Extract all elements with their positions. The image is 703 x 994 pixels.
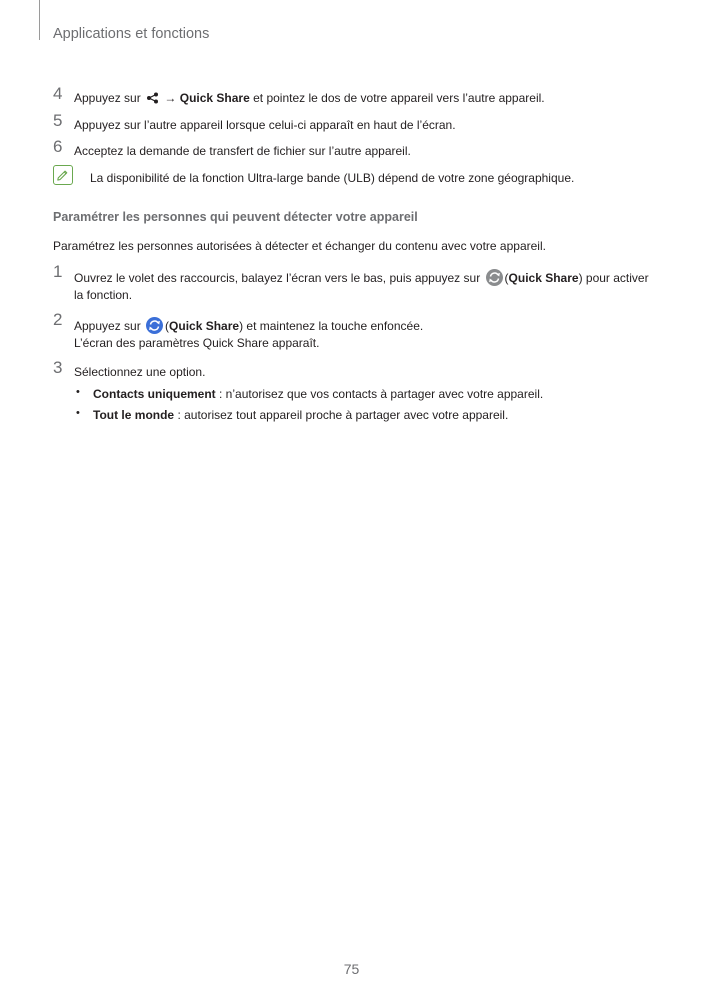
option-text <box>93 387 543 401</box>
step-text: Sélectionnez une option. <box>74 365 206 379</box>
paren: ( <box>165 319 170 333</box>
option-text <box>93 408 508 422</box>
step-number: 3 <box>53 358 63 377</box>
note-text: La disponibilité de la fonction Ultra-large bande (ULB) dépend de votre zone géographique. <box>90 171 575 185</box>
quick-share-label: Quick Share <box>508 271 579 285</box>
step-text-pre: Appuyez sur <box>74 91 141 105</box>
option-description: : n’autorisez que vos contacts à partager avec votre appareil. <box>215 387 544 401</box>
step-text-line2: la fonction. <box>74 288 133 302</box>
arrow: → <box>164 91 177 105</box>
step-number: 5 <box>53 111 63 130</box>
quick-share-label: Quick Share <box>179 91 250 105</box>
header-rule <box>39 0 40 40</box>
section-intro: Paramétrez les personnes autorisées à détecter et échanger du contenu avec votre appareil. <box>53 239 546 253</box>
step-text <box>74 317 423 334</box>
paren: ( <box>504 271 509 285</box>
page-header-title: Applications et fonctions <box>53 26 210 42</box>
step-number: 2 <box>53 310 63 329</box>
step-number: 6 <box>53 137 63 156</box>
step-text <box>74 269 649 286</box>
step-text-post: et pointez le dos de votre appareil vers l’autre appareil. <box>253 91 545 105</box>
step-text-pre: Ouvrez le volet des raccourcis, balayez l’écran vers le bas, puis appuyez sur <box>74 271 481 285</box>
bullet: • <box>76 386 80 398</box>
step-text-post: ) et maintenez la touche enfoncée. <box>239 319 424 333</box>
step-number: 1 <box>53 262 63 281</box>
quick-share-icon <box>146 317 163 334</box>
step-text: Appuyez sur l’autre appareil lorsque celui-ci apparaît en haut de l’écran. <box>74 118 456 132</box>
bullet: • <box>76 407 80 419</box>
step-text <box>74 91 545 105</box>
page-number: 75 <box>343 961 360 977</box>
note-pencil-icon <box>53 165 73 185</box>
step-text: Acceptez la demande de transfert de fichier sur l’autre appareil. <box>74 144 411 158</box>
section-heading: Paramétrer les personnes qui peuvent détecter votre appareil <box>53 210 418 224</box>
step-text-post: ) pour activer <box>578 271 649 285</box>
step-number: 4 <box>53 84 63 103</box>
quick-share-label: Quick Share <box>169 319 240 333</box>
option-label: Tout le monde <box>93 408 175 422</box>
option-description: : autorisez tout appareil proche à partager avec votre appareil. <box>174 408 509 422</box>
share-icon <box>146 92 159 104</box>
step-text-pre: Appuyez sur <box>74 319 141 333</box>
step-text-line2: L’écran des paramètres Quick Share apparaît. <box>74 336 320 350</box>
option-label: Contacts uniquement <box>93 387 216 401</box>
quick-share-icon <box>486 269 503 286</box>
